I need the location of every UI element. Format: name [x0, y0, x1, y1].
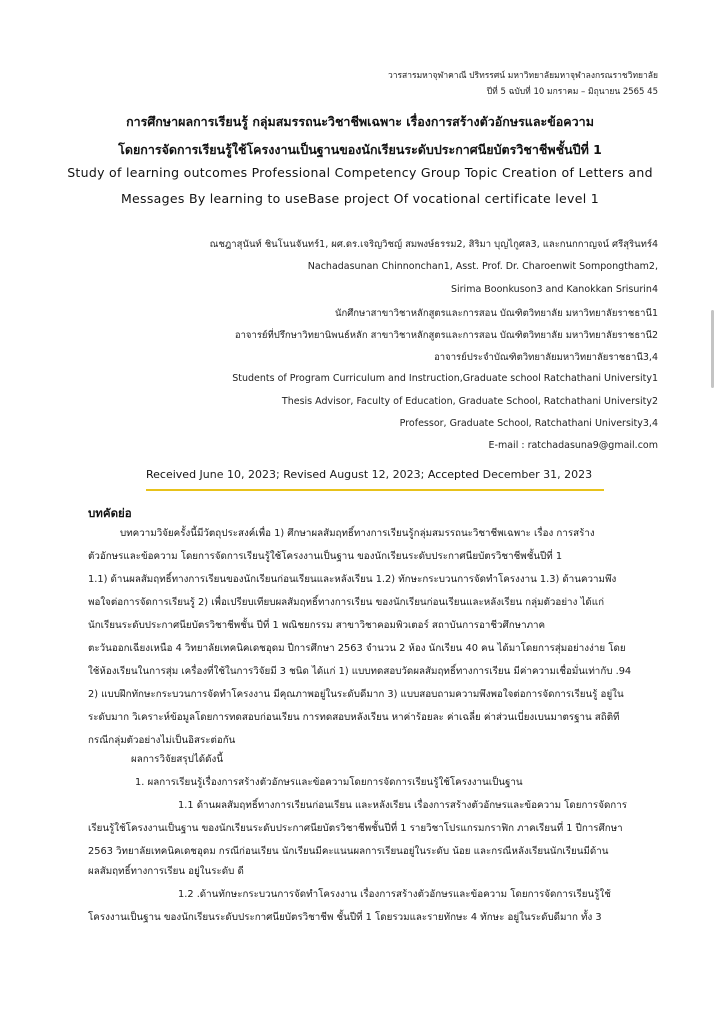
abstract-line: ระดับมาก วิเคราะห์ข้อมูลโดยการทดสอบก่อนเรียน การทดสอบหลังเรียน หาค่าร้อยละ ค่าเฉลี่ย ค่าส่วนเบี่ยงเบนมาตรฐาน สถิติที	[88, 712, 620, 723]
authors-english-line-1: Nachadasunan Chinnonchan1, Asst. Prof. Dr. Charoenwit Sompongtham2,	[307, 261, 658, 272]
affiliation-thai-2: อาจารย์ที่ปรึกษาวิทยานิพนธ์หลัก สาขาวิชาหลักสูตรและการสอน บัณฑิตวิทยาลัย มหาวิทยาลัยราชธานี2	[234, 330, 658, 341]
author-email: E-mail : ratchadasuna9@gmail.com	[488, 440, 658, 451]
authors-thai: ณชฎาสุนันท์ ชินโนนจันทร์1, ผศ.ดร.เจริญวิชญ์ สมพงษ์ธรรม2, สิริมา บุญไกูศล3, และกนกกาญจน์ ศรีสุรินทร์4	[209, 239, 658, 250]
revised-label: Revised	[283, 468, 327, 481]
affiliation-english-1: Students of Program Curriculum and Instruction,Graduate school Ratchathani University1	[232, 373, 658, 384]
abstract-line: ตัวอักษรและข้อความ โดยการจัดการเรียนรู้ใช้โครงงานเป็นฐาน ของนักเรียนระดับประกาศนียบัตรวิชาชีพชั้นปีที่ 1	[88, 551, 563, 562]
abstract-line: ผลสัมฤทธิ์ทางการเรียน อยู่ในระดับ ดี	[88, 866, 244, 877]
abstract-line: ตะวันออกเฉียงเหนือ 4 วิทยาลัยเทคนิคเดชอุดม ปีการศึกษา 2563 จำนวน 2 ห้อง นักเรียน 40 คน ได้มาโดยการสุ่มอย่างง่าย โดย	[88, 643, 626, 654]
abstract-line: 1.1) ด้านผลสัมฤทธิ์ทางการเรียนของนักเรียนก่อนเรียนและหลังเรียน 1.2) ทักษะกระบวนการจัดทำโครงงาน 1.3) ด้านความพึง	[88, 574, 617, 585]
abstract-line: 2563 วิทยาลัยเทคนิคเดชอุดม กรณีก่อนเรียน นักเรียนมีคะแนนผลการเรียนอยู่ในระดับ น้อย และกรณีหลังเรียนนักเรียนมีด้าน	[88, 846, 609, 857]
received-date: June 10, 2023;	[196, 468, 284, 481]
abstract-line: 2) แบบฝึกทักษะกระบวนการจัดทำโครงงาน มีคุณภาพอยู่ในระดับดีมาก 3) แบบสอบถามความพึงพอใจต่อการจัดการเรียนรู้ อยู่ใน	[88, 689, 624, 700]
title-english-line-1: Study of learning outcomes Professional Competency Group Topic Creation of Letters and	[67, 165, 653, 180]
abstract-line: เรียนรู้ใช้โครงงานเป็นฐาน ของนักเรียนระดับประกาศนียบัตรวิชาชีพชั้นปีที่ 1 รายวิชาโปรแกรมกราฟิก ภาคเรียนที่ 1 ปีการศึกษา	[88, 823, 623, 834]
abstract-line: พอใจต่อการจัดการเรียนรู้ 2) เพื่อเปรียบเทียบผลสัมฤทธิ์ทางการเรียน ของนักเรียนก่อนเรียนและหลังเรียน กลุ่มตัวอย่าง ได้แก่	[88, 597, 604, 608]
affiliation-english-2: Thesis Advisor, Faculty of Education, Graduate School, Ratchathani University2	[281, 396, 658, 407]
accepted-date: December 31, 2023	[479, 468, 593, 481]
title-thai-line-1: การศึกษาผลการเรียนรู้ กลุ่มสมรรถนะวิชาชีพเฉพาะ เรื่องการสร้างตัวอักษรและข้อความ	[126, 114, 594, 129]
abstract-line: 1.1 ด้านผลสัมฤทธิ์ทางการเรียนก่อนเรียน และหลังเรียน เรื่องการสร้างตัวอักษรและข้อความ โดยการจัดการ	[178, 800, 627, 811]
abstract-line: 1.2 .ด้านทักษะกระบวนการจัดทำโครงงาน เรื่องการสร้างตัวอักษรและข้อความ โดยการจัดการเรียนรู้ใช้	[178, 889, 611, 900]
abstract-line: นักเรียนระดับประกาศนียบัตรวิชาชีพชั้น ปีที่ 1 พณิชยกรรม สาขาวิชาคอมพิวเตอร์ สถาบันการอาชีวศึกษาภาค	[88, 620, 546, 631]
dates-underline-divider	[146, 489, 604, 491]
abstract-line: ใช้ห้องเรียนในการสุ่ม เครื่องที่ใช้ในการวิจัยมี 3 ชนิด ได้แก่ 1) แบบทดสอบวัดผลสัมฤทธิ์ทางการเรียน มีค่าความเชื่อมั่นเท่ากับ .94	[88, 666, 632, 677]
authors-english-line-2: Sirima Boonkuson3 and Kanokkan Srisurin4	[450, 284, 658, 295]
title-thai-line-2: โดยการจัดการเรียนรู้ใช้โครงงานเป็นฐานของนักเรียนระดับประกาศนียบัตรวิชาชีพชั้นปีที่ 1	[118, 142, 602, 157]
affiliation-thai-3: อาจารย์ประจำบัณฑิตวิทยาลัยมหาวิทยาลัยราชธานี3,4	[434, 352, 658, 363]
received-label: Received	[146, 468, 197, 481]
abstract-line: ผลการวิจัยสรุปได้ดังนี้	[131, 754, 224, 765]
article-dates	[146, 468, 592, 481]
affiliation-thai-1: นักศึกษาสาขาวิชาหลักสูตรและการสอน บัณฑิตวิทยาลัย มหาวิทยาลัยราชธานี1	[335, 308, 658, 319]
journal-issue: ปีที่ 5 ฉบับที่ 10 มกราคม – มิถุนายน 2565 45	[486, 87, 658, 97]
abstract-line: กรณีกลุ่มตัวอย่างไม่เป็นอิสระต่อกัน	[88, 735, 236, 746]
abstract-heading: บทคัดย่อ	[88, 506, 132, 520]
revised-date: August 12, 2023;	[326, 468, 428, 481]
abstract-line: บทความวิจัยครั้งนี้มีวัตถุประสงค์เพื่อ 1) ศึกษาผลสัมฤทธิ์ทางการเรียนรู้กลุ่มสมรรถนะวิชาชีพเฉพาะ เรื่อง การสร้าง	[120, 528, 595, 539]
accepted-label: Accepted	[427, 468, 480, 481]
journal-name: วารสารมหาจุฬาคาณี ปริทรรศน์ มหาวิทยาลัยมหาจุฬาลงกรณราชวิทยาลัย	[387, 71, 658, 81]
abstract-line: 1. ผลการเรียนรู้เรื่องการสร้างตัวอักษรและข้อความโดยการจัดการเรียนรู้ใช้โครงงานเป็นฐาน	[135, 777, 523, 788]
abstract-line: โครงงานเป็นฐาน ของนักเรียนระดับประกาศนียบัตรวิชาชีพ ชั้นปีที่ 1 โดยรวมและรายทักษะ 4 ทักษะ อยู่ในระดับดีมาก ทั้ง 3	[88, 912, 602, 923]
affiliation-english-3: Professor, Graduate School, Ratchathani University3,4	[399, 418, 658, 429]
scrollbar[interactable]	[711, 310, 714, 388]
title-english-line-2: Messages By learning to useBase project Of vocational certificate level 1	[120, 191, 600, 206]
